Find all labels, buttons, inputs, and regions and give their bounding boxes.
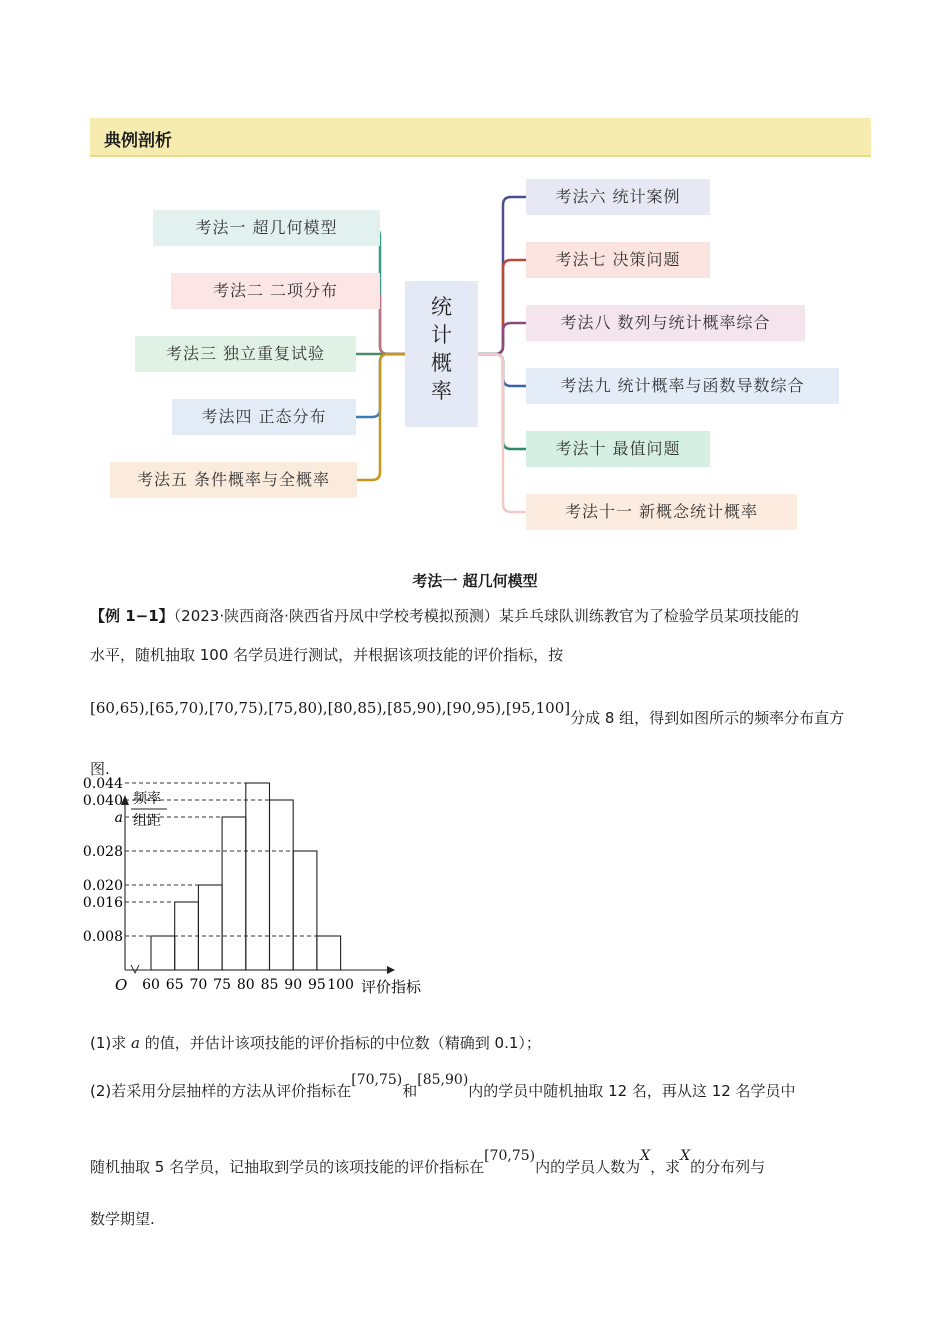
interval: [70,75): [351, 1072, 403, 1088]
problem-line-2: 水平，随机抽取 100 名学员进行测试，并根据该项技能的评价指标，按: [90, 646, 564, 664]
mindmap-node-right-5: 考法十 最值问题: [526, 431, 710, 467]
y-axis-label-top: 频率: [133, 791, 161, 807]
mindmap-node-right-4: 考法九 统计概率与函数导数综合: [526, 368, 839, 404]
q2-text: 随机抽取 5 名学员，记抽取到学员的该项技能的评价指标在: [90, 1158, 485, 1176]
q2-text: (2)若采用分层抽样的方法从评价指标在: [90, 1082, 352, 1100]
y-tick-label: 0.040: [82, 793, 123, 809]
question-2-line-1: [90, 1072, 796, 1102]
bar-[60,65): [151, 936, 175, 970]
center-char: 计: [431, 323, 452, 347]
q2-text: 内的学员中随机抽取 12 名，再从这 12 名学员中: [468, 1082, 796, 1100]
x-tick-label: 65: [165, 977, 184, 993]
frequency-histogram: [82, 776, 448, 1015]
question-2-line-2: [90, 1148, 766, 1178]
mindmap-node-left-1: 考法一 超几何模型: [153, 210, 380, 246]
y-tick-label: 0.028: [82, 844, 123, 860]
mindmap-node-right-3: 考法八 数列与统计概率综合: [526, 305, 805, 341]
y-tick-label: a: [114, 810, 123, 826]
interval: [70,75): [484, 1148, 536, 1164]
mindmap-node-right-1: 考法六 统计案例: [526, 179, 710, 215]
section-title: 考法一 超几何模型: [412, 572, 538, 590]
var-x: X: [640, 1148, 651, 1164]
center-char: 率: [431, 379, 452, 403]
x-tick-label: 85: [260, 977, 279, 993]
mindmap-node-right-6: 考法十一 新概念统计概率: [526, 494, 797, 530]
x-tick-label: 90: [284, 977, 303, 993]
interval-list: [60,65),[65,70),[70,75),[75,80),[80,85),[85,90),[90,95),[95,100]: [90, 699, 571, 717]
interval: [85,90): [417, 1072, 469, 1088]
x-tick-label: 75: [213, 977, 232, 993]
y-axis-label-bottom: 组距: [133, 813, 161, 829]
origin-label: O: [115, 976, 128, 994]
q2-text: 和: [402, 1082, 418, 1100]
problem-line-3: [90, 698, 845, 727]
q1-text: 的值，并估计该项技能的评价指标的中位数（精确到 0.1）；: [139, 1034, 541, 1052]
y-tick-label: 0.008: [82, 929, 123, 945]
problem-text: 某乒乓球队训练教官为了检验学员某项技能的: [498, 607, 799, 625]
x-tick-label: 95: [307, 977, 326, 993]
y-tick-label: 0.044: [82, 776, 123, 792]
q2-text: 内的学员人数为: [535, 1158, 641, 1176]
example-tag: 【例 1−1】: [90, 607, 174, 625]
x-tick-label: 60: [142, 977, 160, 993]
banner-title: 典例剖析: [104, 131, 172, 151]
mindmap-node-left-3: 考法三 独立重复试验: [135, 336, 356, 372]
y-tick-label: 0.020: [82, 878, 123, 894]
mindmap-node-left-5: 考法五 条件概率与全概率: [110, 462, 357, 498]
center-char: 统: [431, 295, 452, 319]
section-banner: [90, 118, 871, 157]
mindmap-node-left-4: 考法四 正态分布: [172, 399, 356, 435]
bar-[65,70): [175, 902, 199, 970]
x-tick-label: 80: [236, 977, 255, 993]
axis-break: [131, 965, 139, 973]
bar-[90,95): [293, 851, 317, 970]
bar-[85,90): [270, 800, 294, 970]
q1-var: a: [131, 1034, 140, 1052]
problem-line-1: [90, 606, 799, 626]
x-axis-label: 评价指标: [361, 978, 422, 996]
x-tick-label: 100: [327, 977, 354, 993]
x-axis-arrow: [387, 966, 395, 974]
x-tick-label: 70: [189, 977, 208, 993]
bar-[80,85): [246, 783, 270, 970]
problem-text: 分成 8 组，得到如图所示的频率分布直方: [570, 709, 845, 727]
mindmap-center: [405, 281, 478, 427]
mindmap-node-left-2: 考法二 二项分布: [171, 273, 380, 309]
q1-text: (1)求: [90, 1034, 132, 1052]
q2-text: 的分布列与: [690, 1158, 766, 1176]
bar-[70,75): [198, 885, 222, 970]
center-char: 概: [431, 351, 452, 375]
problem-source: （2023·陕西商洛·陕西省丹凤中学校考模拟预测）: [173, 607, 499, 625]
connector: [478, 354, 526, 512]
bar-[75,80): [222, 817, 246, 970]
y-tick-label: 0.016: [82, 895, 123, 911]
mindmap-node-right-2: 考法七 决策问题: [526, 242, 710, 278]
q2-text: ，求: [650, 1158, 681, 1176]
question-2-line-3: 数学期望.: [90, 1210, 155, 1228]
mindmap-center-label: [405, 293, 478, 405]
question-1: [90, 1033, 541, 1053]
bar-[95,100]: [317, 936, 341, 970]
var-x: X: [680, 1148, 691, 1164]
problem-line-4: 图.: [90, 760, 110, 778]
